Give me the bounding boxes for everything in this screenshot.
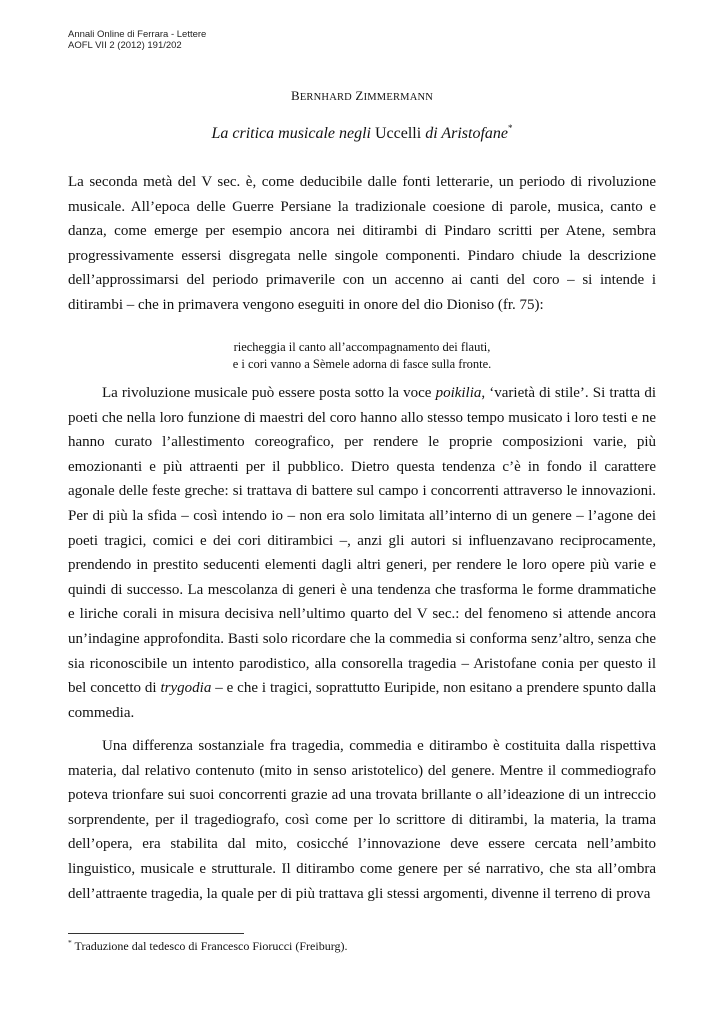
title-footnote-mark: * (508, 123, 513, 133)
paragraph-2-text-e: – e che i tragici, soprattutto Euripide, non esitano a prendere spunto dalla commedia. (68, 680, 656, 721)
paragraph-1: La seconda metà del V sec. è, come deducibile dalle fonti letterarie, un periodo di rivoluzione musicale. All’epoca delle Guerre Persiane la tradizionale coesione di parole, musica, canto e danza, come emerge per esempio ancora nei ditirambi di Pindaro scritti per Atene, sembra progressivamente essersi disgregata nelle singole componenti. Pindaro chiude la descrizione dell’approssimarsi del periodo primaverile con un accenno ai canti del coro – si intende i ditirambi – che in primavera vengono eseguiti in onore del dio Dioniso (fr. 75): (68, 174, 656, 313)
term-trygodia: trygodia (160, 680, 212, 697)
quote-line-1: riecheggia il canto all’accompagnamento dei flauti, (233, 340, 491, 354)
journal-issue: AOFL VII 2 (2012) 191/202 (68, 40, 182, 51)
paragraph-2 (68, 381, 656, 725)
author-last-rest: IMMERMANN (363, 92, 434, 103)
paragraph-2-text-a: La rivoluzione musicale può essere posta sotto la voce (102, 385, 436, 401)
paragraph-3: Una differenza sostanziale fra tragedia, commedia e ditirambo è costituita dalla rispettiva materia, dal relativo contenuto (mito in senso aristotelico) del genere. Mentre il commediografo poteva trionfare sui suoi concorrenti grazie ad una trovata brillante o all’ideazione di un intreccio sorprendente, per il tragediografo, così come per lo scrittore di ditirambi, la materia, la trama dell’opera, era stabilita dal mito, cosicché l’innovazione deve essere cercata nell’ambito linguistico, musicale e strutturale. Il ditirambo come genere per sé narrativo, che sta all’ombra dell’attraente tragedia, la quale per di più trattava gli stessi argomenti, divenne il terreno di prova (68, 738, 656, 902)
term-poikilia: poikilia (435, 385, 482, 401)
quote-line-2: e i cori vanno a Sèmele adorna di fasce sulla fronte. (232, 357, 492, 371)
title-work: Uccelli (375, 125, 422, 142)
title-part-1: La critica musicale negli (211, 125, 375, 142)
paragraph-2-text-c: , ‘varietà di stile’. Si tratta di poeti che nella loro funzione di maestri del coro hanno allo stesso tempo musicato i loro testi e ne hanno curato l’allestimento coreografico, per rendere le proprie composizioni varie, più emozionanti e più attraenti per il pubblico. Dietro questa tendenza c’è in fondo il carattere agonale delle feste greche: si trattava di battere sul campo i concorrenti attraverso le innovazioni. Per di più la sfida – così intendo io – non era solo limitata all’interno di un genere – l’agone dei poeti tragici, comici e dei cori ditirambici –, anzi gli autori si influenzavano reciprocamente, prendendo in prestito seducenti elementi dagli altri generi, per rendere le loro opere più varie e quindi di successo. La mescolanza di generi è una tendenza che trasforma le forme drammatiche e liriche corali in misura decisiva nell’ultimo quarto del V sec.: del fenomeno si attende ancora un’indagine approfondita. Basti solo ricordare che la commedia si conforma senz’altro, senza che sia riconoscibile un intento parodistico, alla consorella tragedia – Aristofane conia per questo il bel concetto di (68, 385, 656, 697)
footnote (68, 939, 347, 954)
author-first-rest: ERNHARD (299, 92, 352, 103)
author-last-initial: Z (355, 88, 364, 103)
author-first-initial: B (290, 88, 300, 103)
footnote-separator (68, 933, 244, 934)
block-quote (0, 339, 724, 373)
running-header (68, 29, 206, 51)
footnote-text: Traduzione dal tedesco di Francesco Fiorucci (Freiburg). (71, 939, 348, 953)
journal-name: Annali Online di Ferrara - Lettere (68, 29, 207, 40)
footnote-mark: * (68, 938, 72, 947)
author-name (0, 88, 724, 104)
title-part-3: di Aristofane (421, 125, 509, 142)
article-title (0, 125, 724, 143)
